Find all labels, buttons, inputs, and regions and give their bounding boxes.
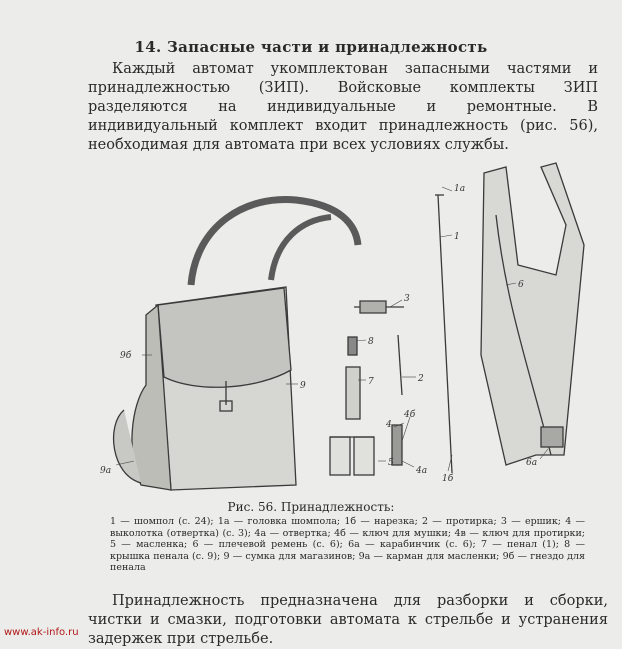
figure-label-6: 6 <box>518 280 524 290</box>
outro-paragraph: Принадлежность предназначена для разборки и сборки, чистки и смазки, подготовки автомата к стрельбе и устранения задержек при стрельбе. <box>88 593 608 647</box>
figure-label-4: 4 <box>386 420 392 430</box>
accessories-illustration <box>86 155 586 500</box>
figure-label-9: 9 <box>300 381 306 391</box>
figure-legend: 1 — шомпол (с. 24); 1а — головка шомпола; 1б — нарезка; 2 — протирка; 3 — ершик; 4 — выколотка (отвертка) (с. 3); 4а — отвертка; 4б — ключ для мушки; 4в — ключ для протирки; 5 — масленка; 6 — плечевой ремень (с. 6); 6а — карабинчик (с. 6); 7 — пенал (1); 8 — крышка пенала (с. 9); 9 — сумка для магазинов; 9а — карман для масленки; 9б — гнездо для пенала <box>110 516 585 573</box>
figure-label-1b: 1б <box>442 474 454 484</box>
accessories-figure <box>86 155 586 500</box>
watermark-link[interactable]: www.ak-info.ru <box>4 627 79 638</box>
figure-label-4b: 4б <box>404 410 416 420</box>
figure-label-3: 3 <box>404 294 410 304</box>
intro-paragraph: Каждый автомат укомплектован запасными частями и принадлежностью (ЗИП). Войсковые комплекты ЗИП разделяются на индивидуальные и ремонтные. В индивидуальный комплект входит принадлежность (рис. 56), необходимая для автомата при всех условиях службы. <box>88 61 598 153</box>
section-heading: 14. Запасные части и принадлежность <box>134 38 488 56</box>
figure-caption: Рис. 56. Принадлежность: <box>227 500 395 514</box>
figure-label-8: 8 <box>368 337 374 347</box>
figure-label-9a: 9а <box>100 466 112 476</box>
figure-label-5: 5 <box>388 458 394 468</box>
figure-label-6a: 6а <box>526 458 538 468</box>
figure-label-7: 7 <box>368 377 374 387</box>
figure-label-4a: 4а <box>416 466 428 476</box>
figure-label-1a: 1а <box>454 184 466 194</box>
figure-label-1: 1 <box>454 232 460 242</box>
figure-label-9b: 9б <box>120 351 132 361</box>
figure-label-2: 2 <box>418 374 424 384</box>
